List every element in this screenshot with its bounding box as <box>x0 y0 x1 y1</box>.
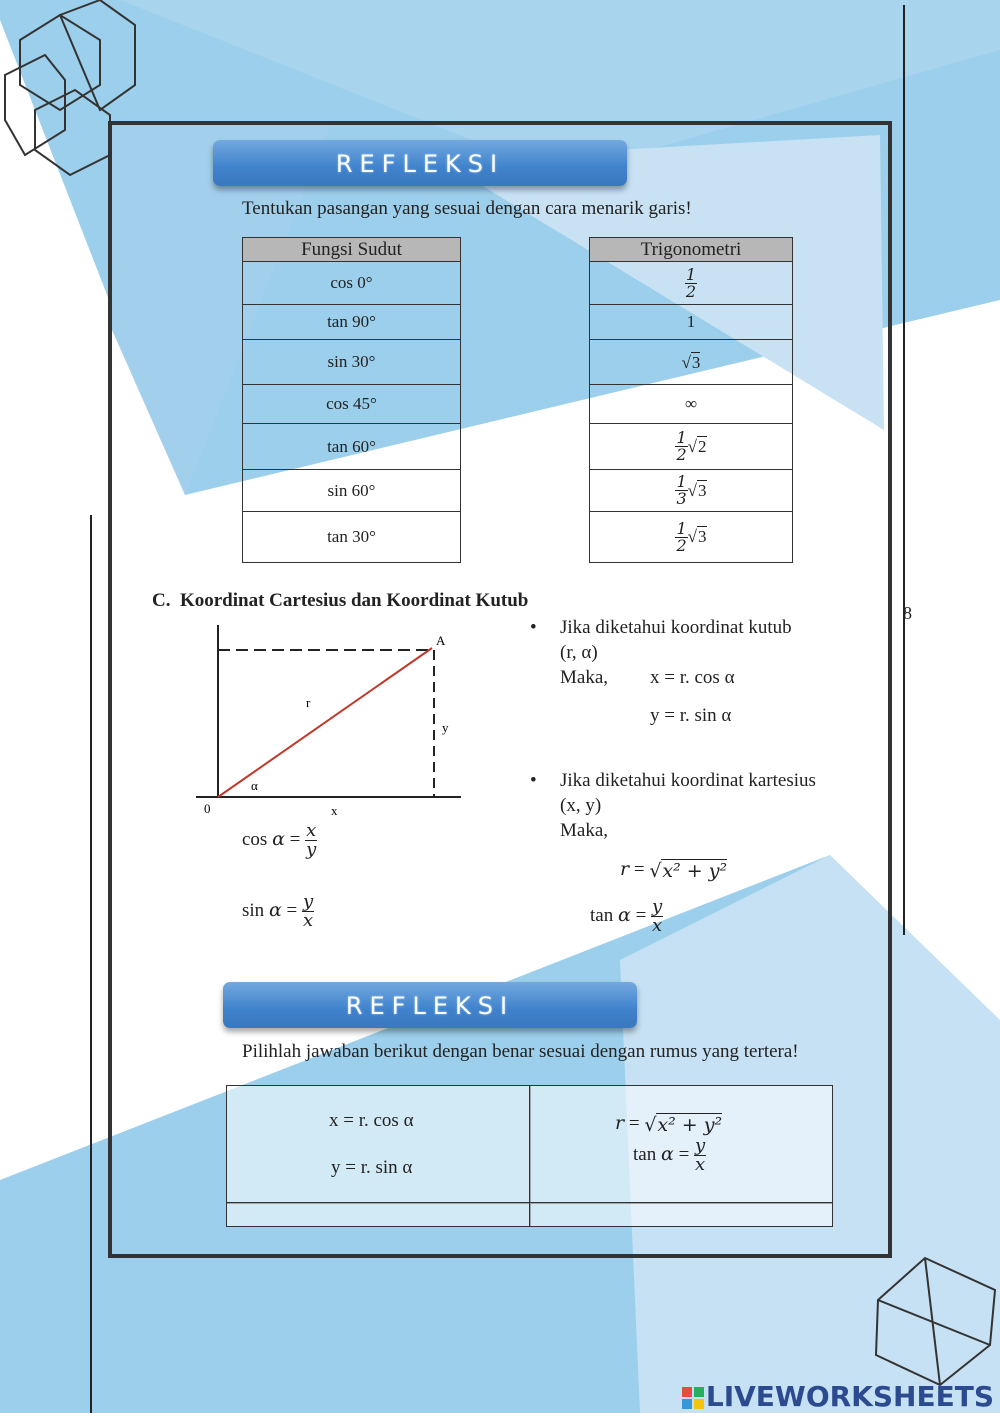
x-label: x <box>331 803 338 818</box>
matching-item[interactable]: cos 45° <box>243 385 461 424</box>
angle-function-table <box>242 237 461 563</box>
answer-dropzone[interactable] <box>529 1202 833 1227</box>
matching-item[interactable]: sin 30° <box>243 340 461 385</box>
liveworksheets-logo-icon <box>682 1387 704 1409</box>
cos-alpha-formula: cos α = $\frac{x}{y}$ <box>242 820 317 860</box>
matching-item[interactable]: tan 30° <box>243 512 461 563</box>
banner-title: REFLEKSI <box>345 992 515 1020</box>
matching-item[interactable]: tan 60° <box>243 424 461 470</box>
matching-item[interactable]: $\frac{1}{3}$ √3 <box>590 470 793 512</box>
fraction-one-half: $\frac{1}{2}$ <box>685 264 697 301</box>
alpha-label: α <box>251 778 258 793</box>
sqrt-three: √3 <box>681 352 701 372</box>
instruction-text: Tentukan pasangan yang sesuai dengan cara menarik garis! <box>242 198 692 219</box>
matching-item[interactable]: 1 <box>590 305 793 340</box>
page-number: 8 <box>903 603 912 623</box>
radius-label: r <box>306 695 311 710</box>
matching-item[interactable]: cos 0° <box>243 262 461 305</box>
bullet-text: (r, α) <box>560 642 598 663</box>
bullet-text: Jika diketahui koordinat kutub <box>560 617 792 638</box>
matching-item[interactable]: tan 90° <box>243 305 461 340</box>
formula-box <box>226 1085 531 1204</box>
matching-item[interactable]: $\frac{1}{2}$ √2 <box>590 424 793 470</box>
page-edge-line <box>90 515 92 1413</box>
bullet-text: (x, y) <box>560 795 602 816</box>
reflection-banner <box>223 982 637 1028</box>
table-header: Fungsi Sudut <box>243 238 461 262</box>
answer-dropzone[interactable] <box>226 1202 531 1227</box>
matching-item[interactable]: sin 60° <box>243 470 461 512</box>
matching-item[interactable]: $\frac{1}{2}$ √3 <box>590 512 793 563</box>
page-edge-line <box>903 5 905 935</box>
instruction-text: Pilihlah jawaban berikut dengan benar sesuai dengan rumus yang tertera! <box>242 1041 799 1062</box>
bullet-icon: • <box>530 617 537 638</box>
tan-alpha-formula: tan α = $\frac{y}{x}$ <box>633 1135 706 1175</box>
bullet-text: Jika diketahui koordinat kartesius <box>560 770 816 791</box>
matching-item[interactable] <box>590 262 793 305</box>
matching-item[interactable]: ∞ <box>590 385 793 424</box>
maka-label: Maka, <box>560 820 609 841</box>
x-equation: x = r. cos α <box>650 667 735 688</box>
matching-item[interactable] <box>590 340 793 385</box>
cartesian-diagram <box>196 620 466 820</box>
origin-label: 0 <box>204 801 211 816</box>
banner-title: REFLEKSI <box>335 150 505 178</box>
y-label: y <box>442 720 449 735</box>
tan-alpha-formula: tan α = $\frac{y}{x}$ <box>590 896 663 936</box>
bullet-icon: • <box>530 770 537 791</box>
reflection-banner <box>213 140 627 186</box>
y-equation: y = r. sin α <box>650 705 732 726</box>
liveworksheets-watermark: LIVEWORKSHEETS <box>682 1380 994 1413</box>
section-title: C. Koordinat Cartesius dan Koordinat Kutub <box>152 590 529 611</box>
sin-alpha-formula: sin α = $\frac{y}{x}$ <box>242 891 314 931</box>
r-formula: r = √x² + y² <box>620 858 728 882</box>
trigonometry-value-table <box>589 237 793 563</box>
table-header: Trigonometri <box>590 238 793 262</box>
r-formula: r = √x² + y² <box>615 1112 723 1136</box>
y-equation: y = r. sin α <box>331 1157 413 1178</box>
x-equation: x = r. cos α <box>329 1110 414 1131</box>
point-label: A <box>436 633 446 648</box>
maka-label: Maka, <box>560 667 609 688</box>
